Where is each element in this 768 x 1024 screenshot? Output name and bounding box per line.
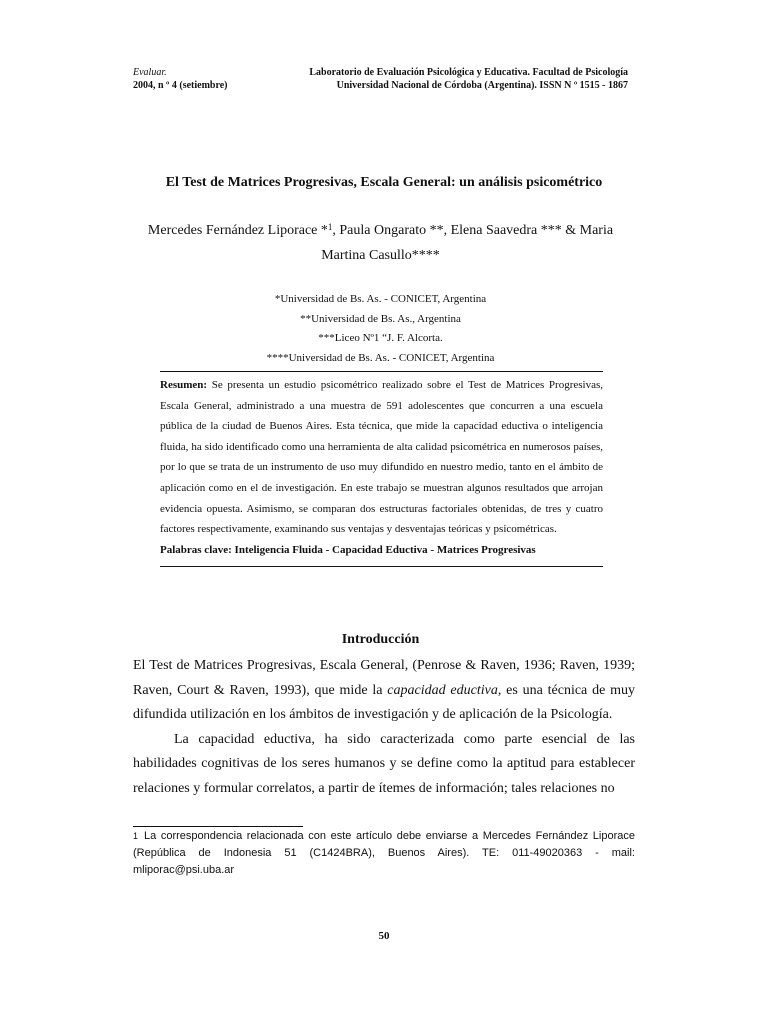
keywords: Palabras clave: Inteligencia Fluida - Capacidad Eductiva - Matrices Progresivas [160, 543, 536, 556]
abstract-paragraph [160, 375, 603, 540]
footnote-divider [133, 826, 303, 827]
header-lab: Laboratorio de Evaluación Psicológica y Educativa. Facultad de Psicología [309, 67, 628, 78]
footnote-ref: 1 [327, 222, 333, 232]
affiliation-3: ***Liceo Nº1 “J. F. Alcorta. [318, 332, 443, 344]
page-number: 50 [378, 930, 390, 942]
header-university: Universidad Nacional de Córdoba (Argentina). ISSN N º 1515 - 1867 [336, 80, 628, 91]
authors-line2: Martina Casullo**** [321, 248, 440, 263]
abstract-label: Resumen: [160, 379, 208, 391]
body-text [133, 654, 635, 801]
abstract-text: Se presenta un estudio psicométrico realizado sobre el Test de Matrices Progresivas, Escala General, administrado a una muestra de 591 adolescentes que concurren a una escuela pública de la ciudad de Buenos Aires. Esta técnica, que mide la capacidad eductiva o inteligencia fluida, ha sido identificado como una herramienta de alta calidad psicométrica en numerosos países, por lo que se trata de un instrumento de uso muy difundido en nuestro medio, tanto en el ámbito de aplicación como en el de investigación. En este trabajo se muestran algunos resultados que arrojan evidencia opuesta. Asimismo, se comparan dos estructuras factoriales obtenidas, de tres y cuatro factores respectivamente, examinando sus ventajas y desventajas teóricas y psicométricas. [160, 379, 603, 536]
affiliations [133, 290, 628, 368]
authors-line1-pre: Mercedes Fernández Liporace * [147, 223, 328, 238]
running-header-left [133, 66, 228, 92]
affiliation-2: **Universidad de Bs. As., Argentina [300, 312, 461, 325]
journal-name: Evaluar. [133, 67, 167, 78]
footnote-text: La correspondencia relacionada con este artículo debe enviarse a Mercedes Fernández Liporace (República de Indonesia 51 (C1424BRA), Buenos Aires). TE: 011-49020363 - mail: mliporac@psi.uba.ar [133, 830, 635, 876]
journal-issue: 2004, n º 4 (setiembre) [133, 80, 228, 91]
footnote [133, 828, 635, 879]
affiliation-4: ****Universidad de Bs. As. - CONICET, Argentina [266, 351, 495, 364]
authors-line1-post: , Paula Ongarato **, Elena Saavedra *** & Maria [332, 223, 614, 238]
p1-emphasis: capacidad eductiva, [387, 682, 502, 698]
paragraph-2: La capacidad eductiva, ha sido caracterizada como parte esencial de las habilidades cognitivas de los seres humanos y se define como la aptitud para establecer relaciones y formular correlatos, a partir de ítemes de información; tales relaciones no [133, 731, 635, 796]
paragraph-1 [133, 654, 635, 728]
abstract-box [160, 371, 603, 567]
article-title: El Test de Matrices Progresivas, Escala General: un análisis psicométrico [165, 175, 603, 190]
p1-part-a: El Test de Matrices Progresivas, Escala General, (Penrose & Raven, 1936; Raven, 1939; Raven, Court & Raven, 1993), que mide la [133, 658, 635, 698]
author-list [133, 218, 628, 268]
affiliation-1: *Universidad de Bs. As. - CONICET, Argentina [274, 293, 487, 305]
p1-part-b: es una técnica de muy difundida utilización en los ámbitos de investigación y de aplicación de la Psicología. [133, 682, 635, 722]
footnote-mark: 1 [133, 831, 139, 841]
section-heading: Introducción [341, 632, 420, 647]
running-header-right [262, 66, 628, 92]
